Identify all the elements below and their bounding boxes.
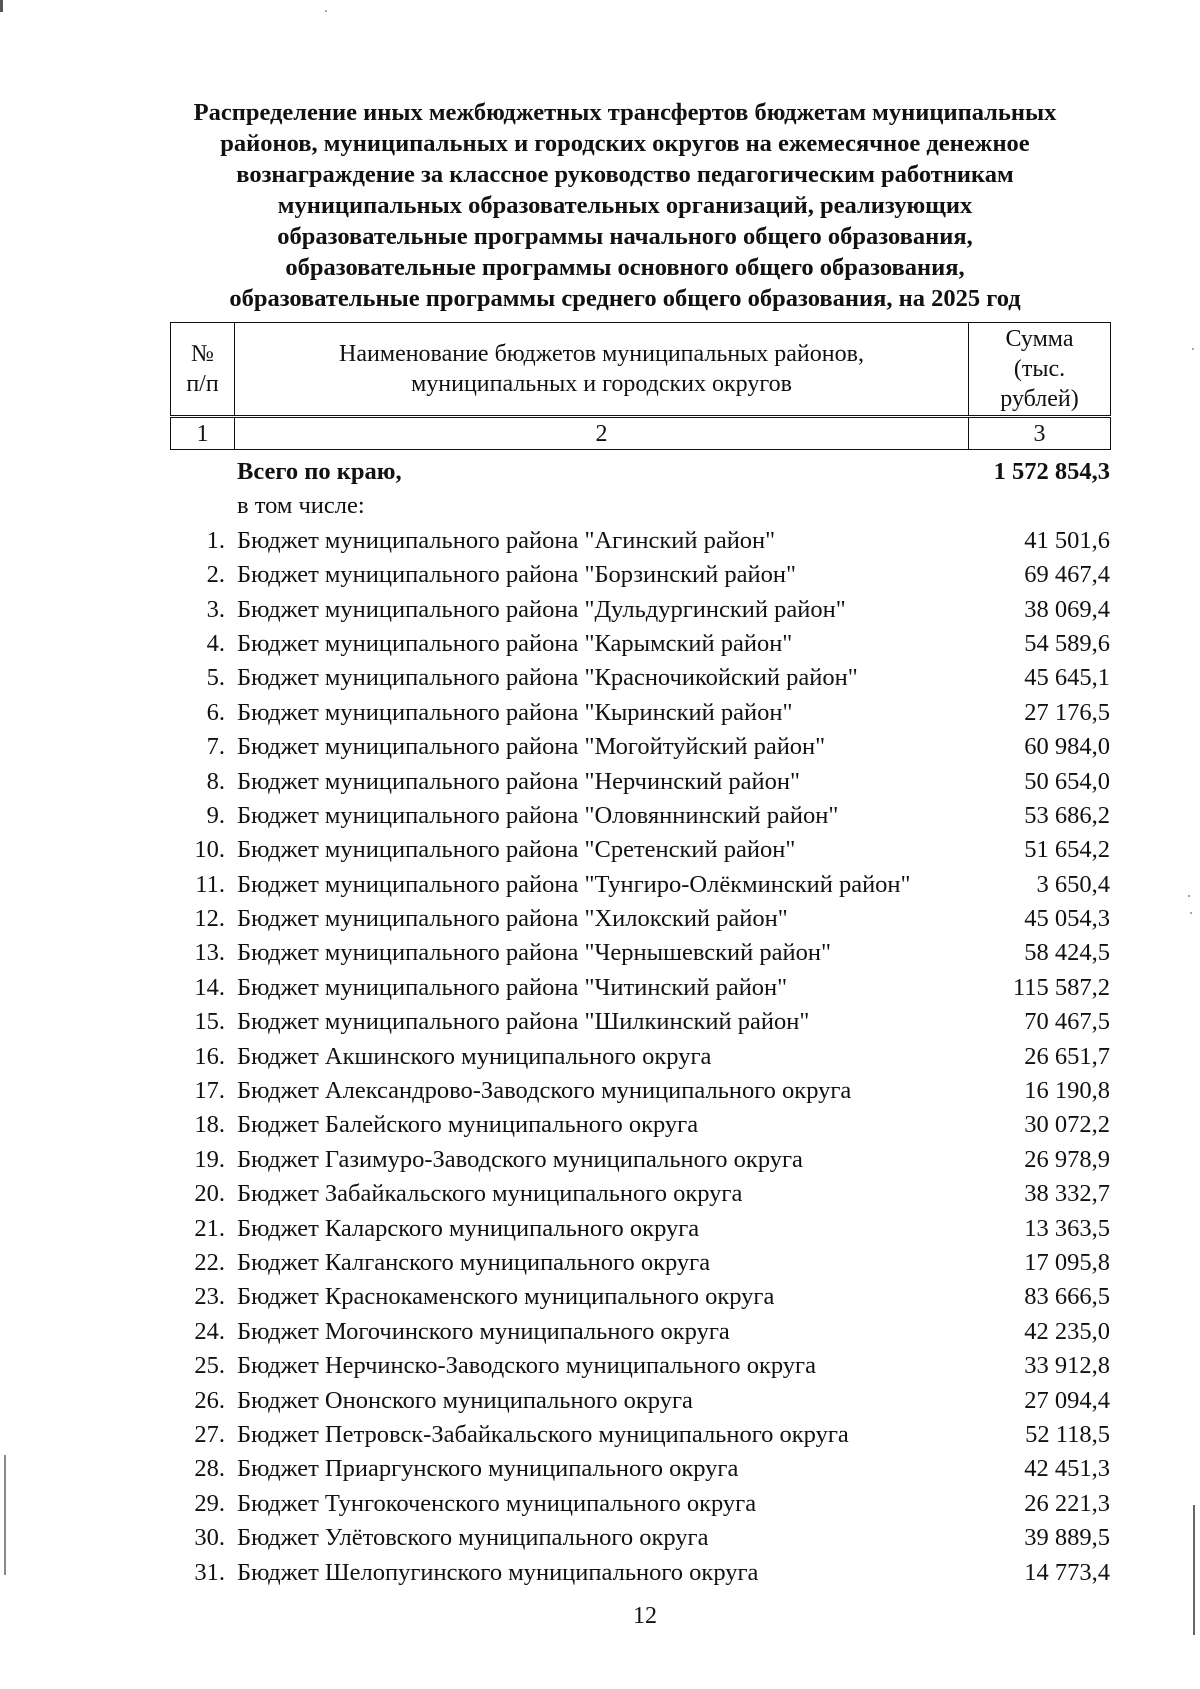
- row-number: 5.: [206, 664, 225, 692]
- row-name: Бюджет Газимуро-Заводского муниципального округа: [237, 1145, 803, 1173]
- row-number: 12.: [194, 905, 225, 933]
- table-row: [170, 1521, 1110, 1555]
- row-name: Бюджет Балейского муниципального округа: [237, 1111, 699, 1139]
- row-value: 13 363,5: [1024, 1214, 1110, 1242]
- row-name: Бюджет Петровск-Забайкальского муниципального округа: [237, 1420, 849, 1448]
- subtotal-row: [170, 489, 1110, 523]
- row-value: 16 190,8: [1024, 1077, 1110, 1105]
- title-line: образовательные программы среднего общего образования, на 2025 год: [229, 285, 1021, 312]
- row-name: Бюджет муниципального района "Дульдургинский район": [237, 595, 846, 623]
- table-row: [170, 593, 1110, 627]
- table-row: [170, 558, 1110, 592]
- table-row: [170, 1246, 1110, 1280]
- row-number: 23.: [194, 1283, 225, 1311]
- title-line: образовательные программы основного общего образования,: [285, 254, 965, 281]
- row-value: 50 654,0: [1024, 767, 1110, 795]
- row-name: Бюджет муниципального района "Кыринский район": [237, 698, 793, 726]
- column-number: 2: [235, 417, 969, 450]
- row-number: 21.: [194, 1214, 225, 1242]
- row-value: 42 451,3: [1024, 1455, 1110, 1483]
- row-value: 42 235,0: [1024, 1317, 1110, 1345]
- row-name: Бюджет муниципального района "Шилкинский район": [237, 1008, 810, 1036]
- scan-edge-mark: [4, 1455, 6, 1575]
- header-text: Наименование бюджетов муниципальных районов,: [339, 341, 864, 367]
- row-name: Бюджет муниципального района "Чернышевский район": [237, 939, 831, 967]
- subtotal-label: в том числе:: [237, 492, 365, 520]
- row-number: 14.: [194, 973, 225, 1001]
- row-number: 1.: [206, 526, 225, 554]
- row-value: 70 467,5: [1024, 1008, 1110, 1036]
- row-number: 11.: [195, 870, 225, 898]
- table-header: [170, 322, 1111, 450]
- row-value: 14 773,4: [1024, 1558, 1110, 1586]
- row-value: 53 686,2: [1024, 801, 1110, 829]
- row-name: Бюджет муниципального района "Тунгиро-Олёкминский район": [237, 870, 911, 898]
- row-number: 25.: [194, 1352, 225, 1380]
- table-row: [170, 524, 1110, 558]
- header-text: п/п: [186, 371, 219, 397]
- table-row: [170, 730, 1110, 764]
- row-name: Бюджет муниципального района "Красночикойский район": [237, 664, 858, 692]
- column-number: 1: [171, 417, 235, 450]
- header-text: №: [191, 341, 214, 367]
- row-number: 13.: [194, 939, 225, 967]
- row-number: 26.: [194, 1386, 225, 1414]
- table-row: [170, 1349, 1110, 1383]
- row-name: Бюджет Приаргунского муниципального округа: [237, 1455, 739, 1483]
- row-value: 26 651,7: [1024, 1042, 1110, 1070]
- row-number: 10.: [194, 836, 225, 864]
- row-value: 26 978,9: [1024, 1145, 1110, 1173]
- row-value: 69 467,4: [1024, 561, 1110, 589]
- table-row: [170, 1418, 1110, 1452]
- table-row: [170, 1384, 1110, 1418]
- table-row: [170, 1556, 1110, 1590]
- table-row: [170, 765, 1110, 799]
- row-name: Бюджет муниципального района "Могойтуйский район": [237, 733, 826, 761]
- table-row: [170, 1143, 1110, 1177]
- table-row: [170, 661, 1110, 695]
- table-row: [170, 1280, 1110, 1314]
- table-row: [170, 1005, 1110, 1039]
- table-row: [170, 1177, 1110, 1211]
- row-number: 17.: [194, 1077, 225, 1105]
- row-number: 22.: [194, 1248, 225, 1276]
- title-line: Распределение иных межбюджетных трансфертов бюджетам муниципальных: [193, 99, 1057, 126]
- row-name: Бюджет муниципального района "Хилокский район": [237, 905, 788, 933]
- row-value: 17 095,8: [1024, 1248, 1110, 1276]
- row-value: 39 889,5: [1024, 1524, 1110, 1552]
- row-name: Бюджет Нерчинско-Заводского муниципального округа: [237, 1352, 816, 1380]
- row-name: Бюджет Ононского муниципального округа: [237, 1386, 693, 1414]
- table-row: [170, 833, 1110, 867]
- row-value: 33 912,8: [1024, 1352, 1110, 1380]
- row-name: Бюджет муниципального района "Борзинский район": [237, 561, 796, 589]
- document-title: [150, 97, 1100, 314]
- row-value: 52 118,5: [1025, 1420, 1110, 1448]
- row-number: 4.: [206, 629, 225, 657]
- row-value: 51 654,2: [1024, 836, 1110, 864]
- total-label: Всего по краю,: [237, 458, 402, 485]
- table-row: [170, 627, 1110, 661]
- row-number: 30.: [194, 1524, 225, 1552]
- row-name: Бюджет муниципального района "Агинский район": [237, 526, 776, 554]
- row-value: 58 424,5: [1024, 939, 1110, 967]
- row-name: Бюджет муниципального района "Карымский район": [237, 629, 793, 657]
- row-name: Бюджет муниципального района "Сретенский район": [237, 836, 796, 864]
- header-text: рублей): [1000, 386, 1079, 412]
- row-value: 45 645,1: [1024, 664, 1110, 692]
- row-number: 3.: [206, 595, 225, 623]
- row-number: 31.: [194, 1558, 225, 1586]
- total-row: [170, 455, 1110, 489]
- scan-edge-mark: [0, 0, 3, 12]
- table-row: [170, 1074, 1110, 1108]
- row-value: 83 666,5: [1024, 1283, 1110, 1311]
- row-number: 2.: [206, 561, 225, 589]
- row-name: Бюджет Акшинского муниципального округа: [237, 1042, 712, 1070]
- row-number: 7.: [206, 733, 225, 761]
- row-name: Бюджет муниципального района "Оловяннинский район": [237, 801, 839, 829]
- row-name: Бюджет Тунгокоченского муниципального округа: [237, 1489, 757, 1517]
- scan-speck: [325, 10, 327, 12]
- row-name: Бюджет Шелопугинского муниципального округа: [237, 1558, 759, 1586]
- scan-speck: [1188, 895, 1190, 897]
- header-text: муниципальных и городских округов: [411, 371, 792, 397]
- row-number: 16.: [194, 1042, 225, 1070]
- title-line: районов, муниципальных и городских округов на ежемесячное денежное: [220, 130, 1030, 157]
- row-number: 8.: [206, 767, 225, 795]
- row-number: 15.: [194, 1008, 225, 1036]
- row-number: 20.: [194, 1180, 225, 1208]
- row-number: 27.: [194, 1420, 225, 1448]
- row-name: Бюджет Забайкальского муниципального округа: [237, 1180, 743, 1208]
- title-line: образовательные программы начального общего образования,: [277, 223, 973, 250]
- row-name: Бюджет Александрово-Заводского муниципального округа: [237, 1077, 852, 1105]
- scan-speck: [1192, 348, 1194, 350]
- table-row: [170, 971, 1110, 1005]
- row-number: 6.: [206, 698, 225, 726]
- table-row: [170, 1315, 1110, 1349]
- row-number: 28.: [194, 1455, 225, 1483]
- row-value: 30 072,2: [1024, 1111, 1110, 1139]
- row-name: Бюджет Улётовского муниципального округа: [237, 1524, 709, 1552]
- table-row: [170, 902, 1110, 936]
- header-number-cell: [171, 323, 235, 417]
- row-value: 54 589,6: [1024, 629, 1110, 657]
- column-number: 3: [969, 417, 1111, 450]
- row-number: 19.: [194, 1145, 225, 1173]
- table-row: [170, 696, 1110, 730]
- row-name: Бюджет муниципального района "Нерчинский район": [237, 767, 800, 795]
- table-row: [170, 799, 1110, 833]
- row-value: 60 984,0: [1024, 733, 1110, 761]
- table-row: [170, 936, 1110, 970]
- page-number: 12: [633, 1603, 657, 1629]
- row-number: 18.: [194, 1111, 225, 1139]
- row-value: 38 332,7: [1024, 1180, 1110, 1208]
- row-value: 45 054,3: [1024, 905, 1110, 933]
- header-text: (тыс.: [1013, 356, 1066, 382]
- table-body: [170, 455, 1110, 1590]
- row-name: Бюджет Калганского муниципального округа: [237, 1248, 711, 1276]
- header-name-cell: [235, 323, 969, 417]
- row-name: Бюджет Каларского муниципального округа: [237, 1214, 700, 1242]
- row-value: 27 176,5: [1024, 698, 1110, 726]
- row-value: 41 501,6: [1024, 526, 1110, 554]
- title-line: муниципальных образовательных организаций, реализующих: [277, 192, 973, 219]
- row-name: Бюджет Могочинского муниципального округа: [237, 1317, 730, 1345]
- table-row: [170, 1487, 1110, 1521]
- row-value: 115 587,2: [1012, 973, 1110, 1001]
- row-value: 3 650,4: [1036, 870, 1110, 898]
- row-number: 24.: [194, 1317, 225, 1345]
- scan-speck: [1190, 912, 1192, 914]
- row-number: 9.: [206, 801, 225, 829]
- row-name: Бюджет муниципального района "Читинский район": [237, 973, 788, 1001]
- row-value: 26 221,3: [1024, 1489, 1110, 1517]
- table-row: [170, 868, 1110, 902]
- table-row: [170, 1040, 1110, 1074]
- title-line: вознаграждение за классное руководство педагогическим работникам: [236, 161, 1014, 188]
- table-row: [170, 1452, 1110, 1486]
- row-name: Бюджет Краснокаменского муниципального округа: [237, 1283, 775, 1311]
- row-value: 27 094,4: [1024, 1386, 1110, 1414]
- table-row: [170, 1108, 1110, 1142]
- total-value: 1 572 854,3: [993, 458, 1110, 485]
- header-text: Сумма: [1005, 326, 1074, 352]
- row-value: 38 069,4: [1024, 595, 1110, 623]
- table-row: [170, 1212, 1110, 1246]
- header-sum-cell: [969, 323, 1111, 417]
- row-number: 29.: [194, 1489, 225, 1517]
